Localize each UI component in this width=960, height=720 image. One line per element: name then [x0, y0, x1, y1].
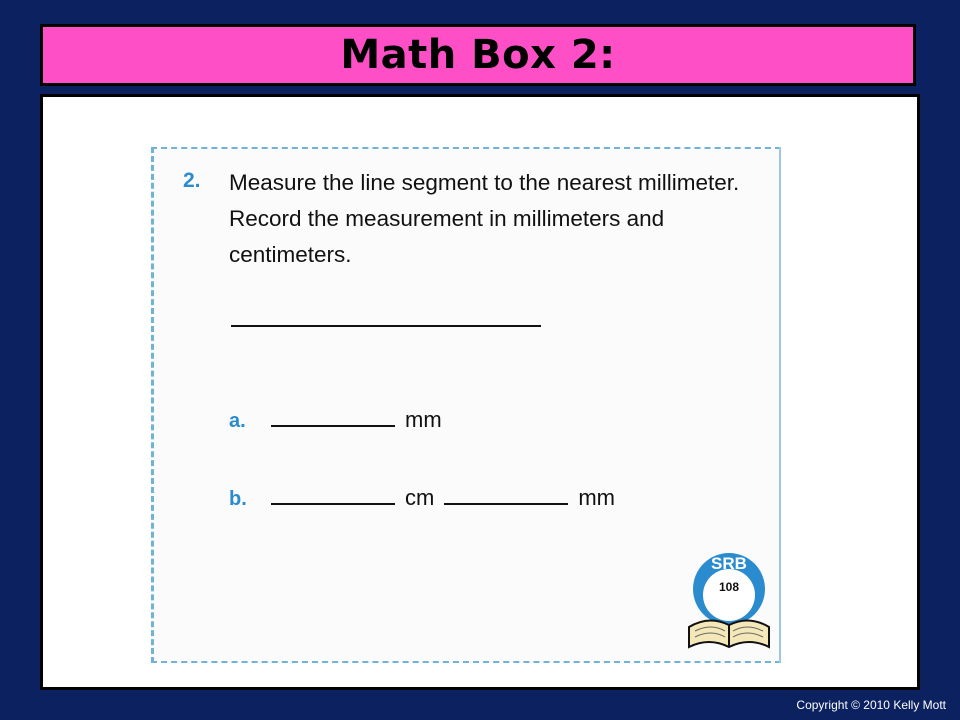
line-segment — [231, 325, 541, 327]
page-border-bottom — [151, 661, 781, 663]
answer-letter-a: a. — [229, 410, 246, 432]
slide-title: Math Box 2: — [340, 32, 616, 78]
page-border-top — [151, 147, 781, 149]
answer-blank-a[interactable] — [271, 405, 395, 427]
page-border-left — [151, 147, 157, 663]
answer-blank-b-mm[interactable] — [444, 483, 568, 505]
srb-page-number: 108 — [718, 580, 740, 594]
content-panel — [40, 94, 920, 690]
copyright-text: Copyright © 2010 Kelly Mott — [796, 698, 946, 712]
problem-number: 2. — [183, 169, 201, 192]
title-bar — [40, 24, 916, 86]
srb-book-icon — [681, 549, 777, 655]
srb-label: SRB — [711, 554, 747, 573]
answer-row-b — [229, 483, 625, 511]
scanned-workbook-page — [151, 147, 781, 663]
unit-cm-b: cm — [405, 485, 435, 510]
problem-text: Measure the line segment to the nearest millimeter. Record the measurement in millimeters and centimeters. — [229, 170, 740, 267]
unit-mm-a: mm — [405, 407, 442, 432]
page-border-right — [779, 147, 781, 663]
answer-blank-b-cm[interactable] — [271, 483, 395, 505]
unit-mm-b: mm — [578, 485, 615, 510]
answer-row-a — [229, 405, 452, 433]
answer-letter-b: b. — [229, 488, 247, 510]
